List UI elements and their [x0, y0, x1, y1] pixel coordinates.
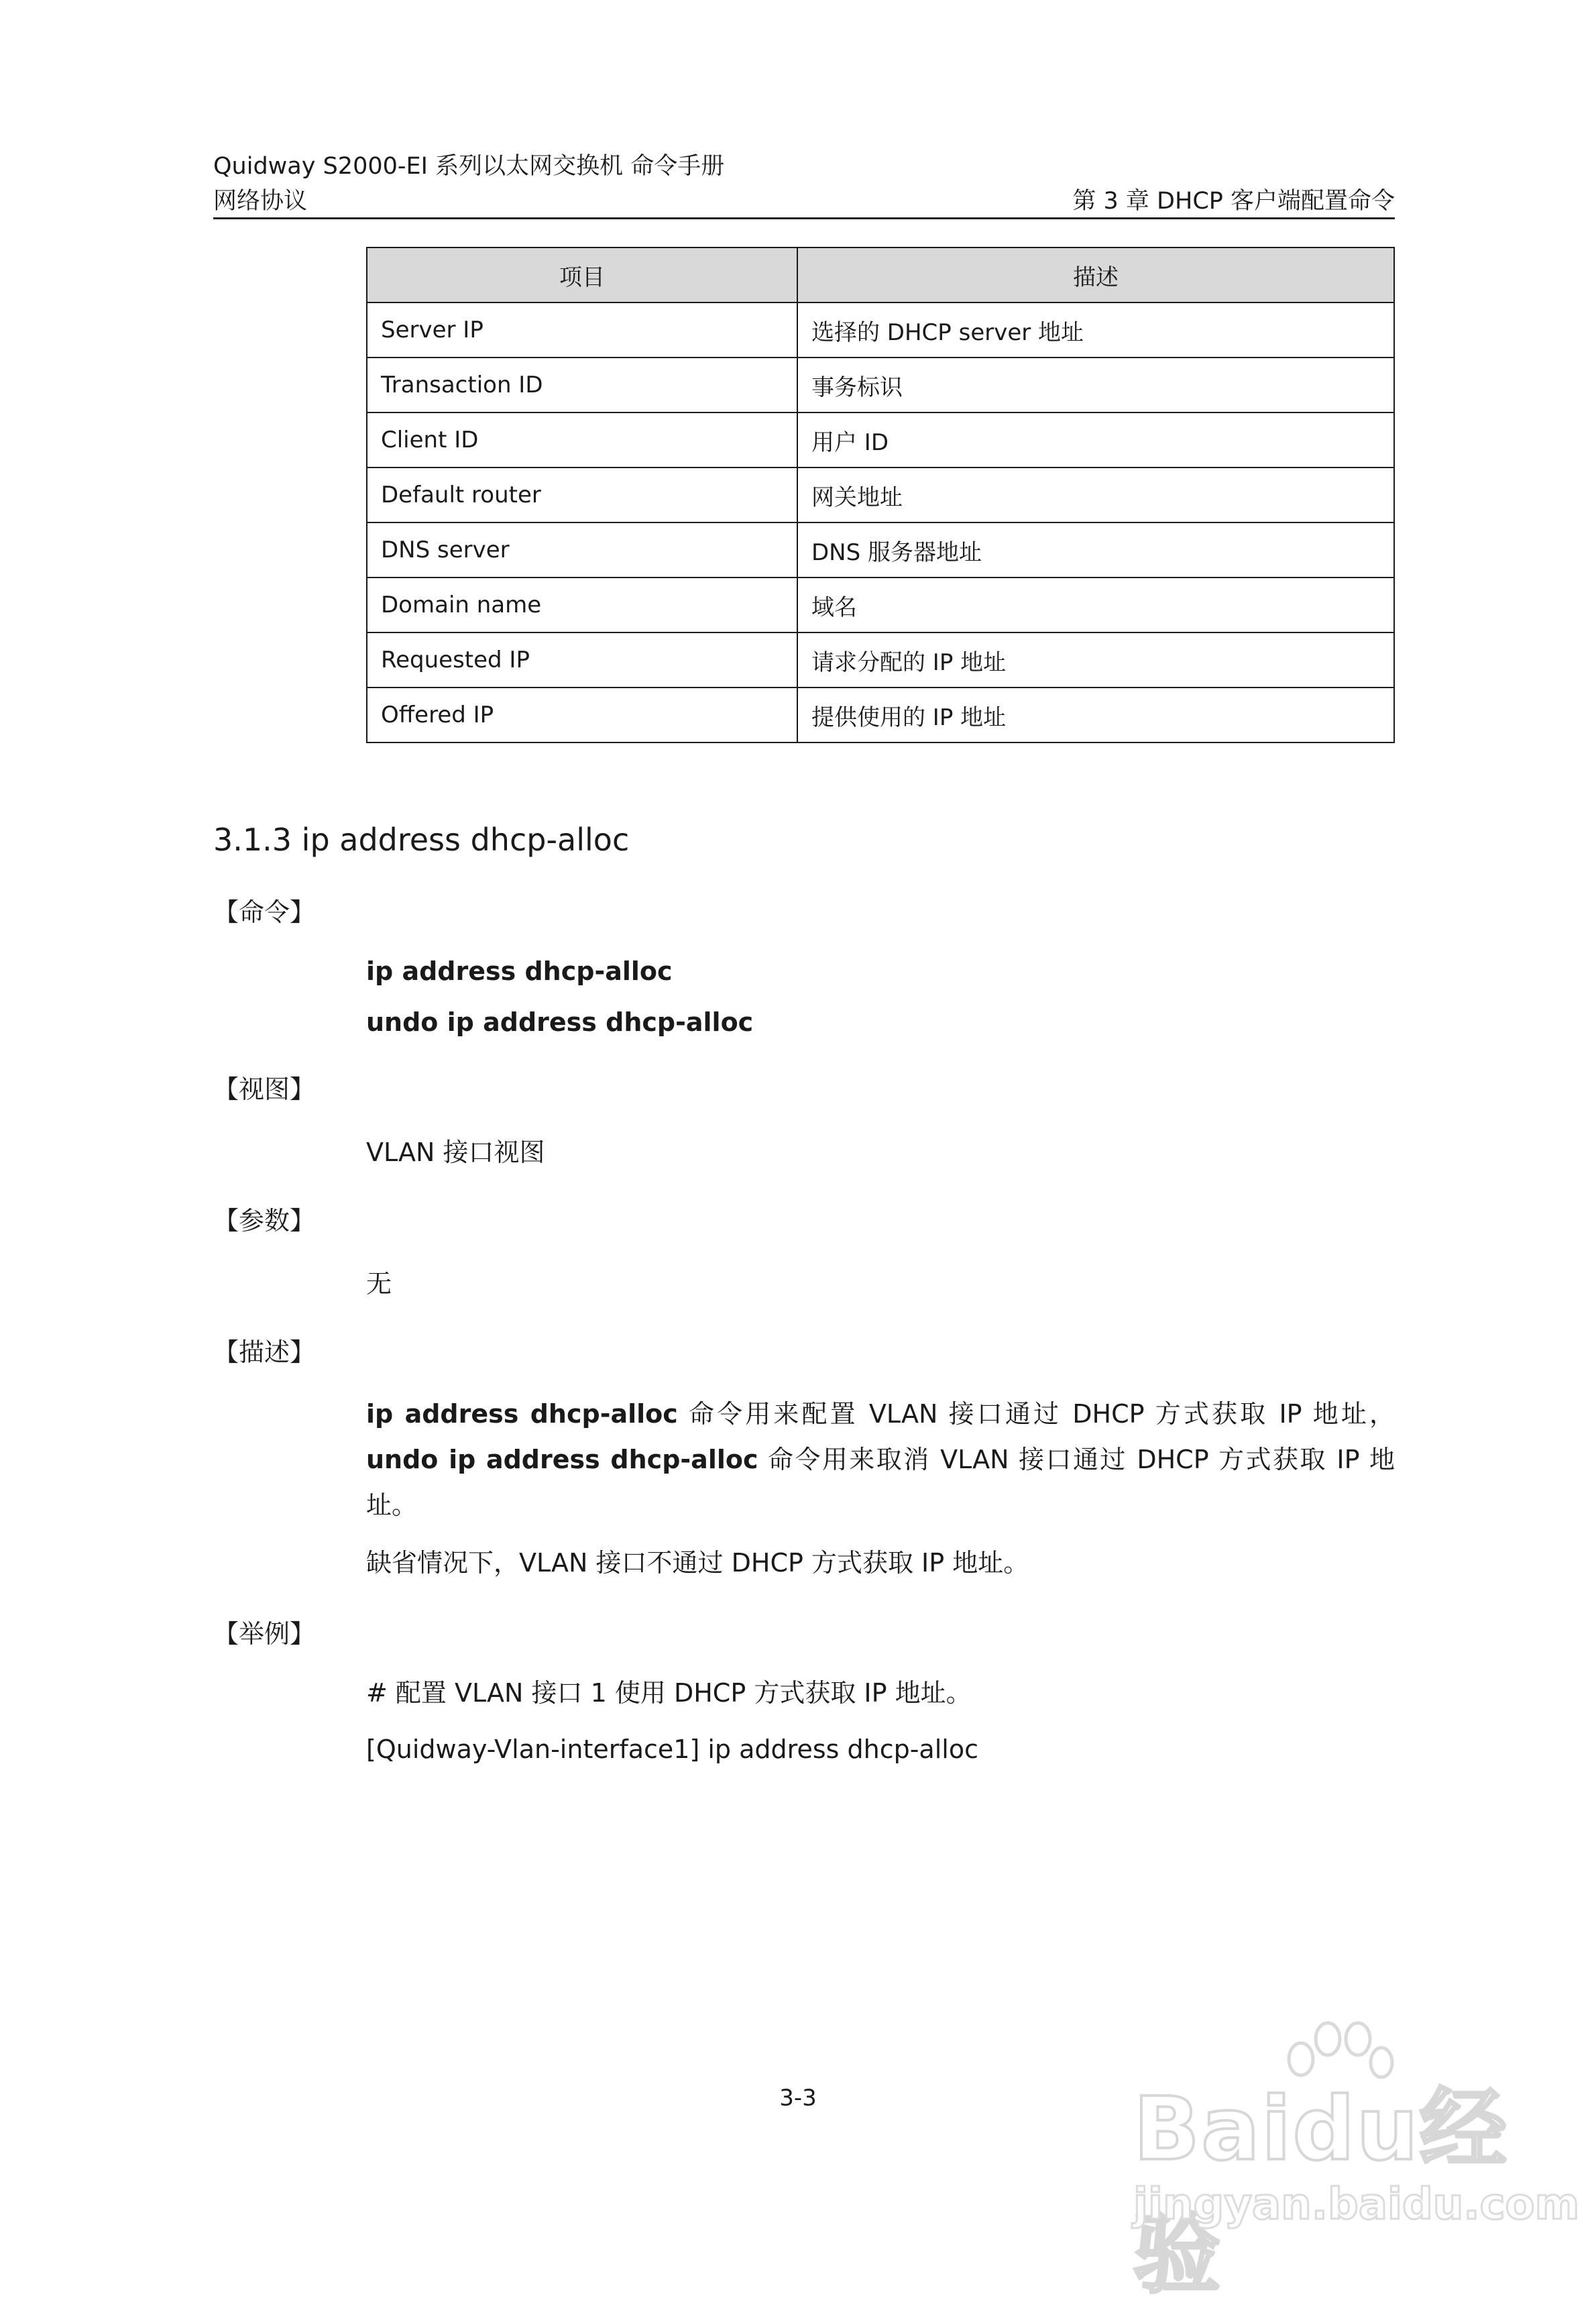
params-label: 【参数】: [213, 1206, 316, 1235]
table-cell-desc: 提供使用的 IP 地址: [797, 688, 1394, 742]
command-line-undo: undo ip address dhcp-alloc: [366, 1007, 754, 1037]
table-cell-item: Transaction ID: [367, 358, 797, 412]
table-cell-desc: 域名: [797, 578, 1394, 632]
view-text: VLAN 接口视图: [366, 1138, 545, 1167]
command-line: ip address dhcp-alloc: [366, 956, 673, 986]
table-cell-item: Domain name: [367, 578, 797, 632]
table-row: [367, 578, 1394, 632]
table-header-item: 项目: [367, 248, 797, 302]
description-undo-command: undo ip address dhcp-alloc: [366, 1445, 758, 1474]
description-paragraph: [366, 1391, 1395, 1528]
example-command: [Quidway-Vlan-interface1] ip address dhcp-alloc: [366, 1735, 978, 1764]
params-text: 无: [366, 1269, 392, 1299]
header-title: [213, 149, 724, 219]
description-undo-text: 命令用来取消 VLAN 接口通过 DHCP 方式获取 IP 地址。: [366, 1445, 1395, 1520]
table-cell-item: Client ID: [367, 412, 797, 468]
watermark-url: jingyan.baidu.com: [1133, 2180, 1580, 2230]
description-text: 命令用来配置 VLAN 接口通过 DHCP 方式获取 IP 地址，: [677, 1399, 1395, 1429]
header-section: 网络协议: [213, 188, 308, 215]
table-cell-desc: 事务标识: [797, 358, 1394, 412]
description-label: 【描述】: [213, 1337, 316, 1367]
description-default: 缺省情况下，VLAN 接口不通过 DHCP 方式获取 IP 地址。: [366, 1548, 1029, 1578]
table-cell-desc: 网关地址: [797, 468, 1394, 522]
table-row: [367, 632, 1394, 688]
table-cell-desc: 选择的 DHCP server 地址: [797, 302, 1394, 358]
header-chapter: 第 3 章 DHCP 客户端配置命令: [1072, 188, 1395, 215]
section-title: 3.1.3 ip address dhcp-alloc: [213, 822, 630, 858]
table-cell-desc: DNS 服务器地址: [797, 522, 1394, 578]
view-label: 【视图】: [213, 1075, 316, 1104]
description-command: ip address dhcp-alloc: [366, 1399, 678, 1429]
table-row: [367, 688, 1394, 742]
baidu-watermark: [1133, 2019, 1580, 2305]
table-row: [367, 358, 1394, 412]
table-cell-item: Requested IP: [367, 632, 797, 688]
table-header-desc: 描述: [797, 248, 1394, 302]
command-label: 【命令】: [213, 897, 316, 927]
table-row: [367, 522, 1394, 578]
table-cell-item: Default router: [367, 468, 797, 522]
table-row: [367, 468, 1394, 522]
table-cell-desc: 用户 ID: [797, 412, 1394, 468]
example-label: 【举例】: [213, 1619, 316, 1649]
table-cell-item: Offered IP: [367, 688, 797, 742]
example-comment: # 配置 VLAN 接口 1 使用 DHCP 方式获取 IP 地址。: [366, 1678, 972, 1708]
table-cell-desc: 请求分配的 IP 地址: [797, 632, 1394, 688]
header-rule: [213, 217, 1395, 219]
table-row: [367, 412, 1394, 468]
table-cell-item: Server IP: [367, 302, 797, 358]
info-table: [366, 247, 1395, 743]
page-number: 3-3: [779, 2085, 817, 2111]
header-manual-title: Quidway S2000-EI 系列以太网交换机 命令手册: [213, 153, 725, 180]
table-header-row: [367, 248, 1394, 302]
table-row: [367, 302, 1394, 358]
table-cell-item: DNS server: [367, 522, 797, 578]
watermark-logo: Baidu经验: [1133, 2078, 1508, 2305]
